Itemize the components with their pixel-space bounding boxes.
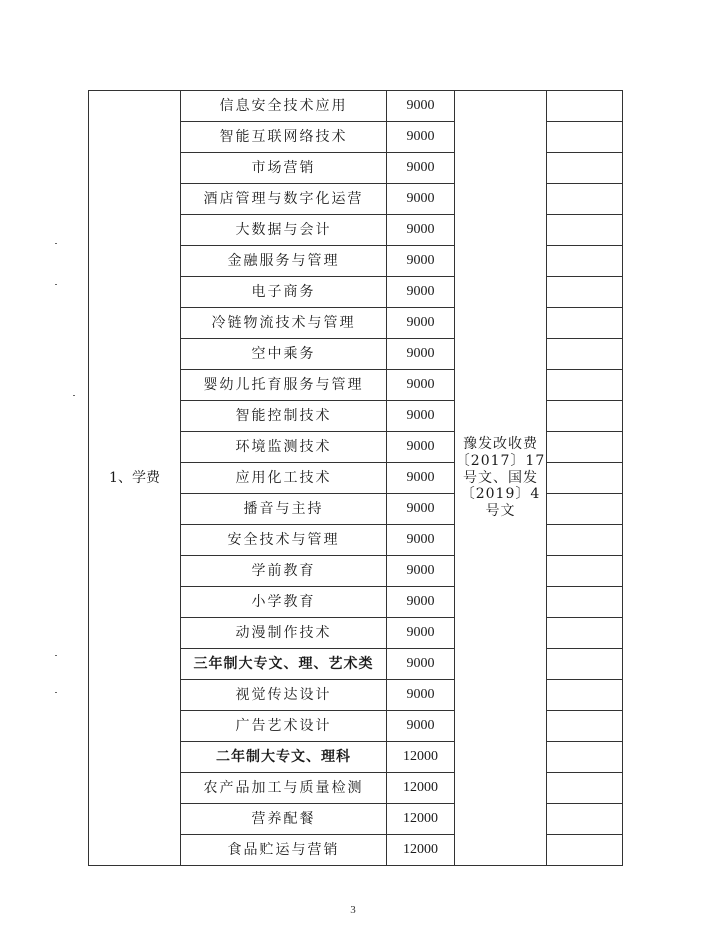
blank-cell bbox=[547, 463, 623, 494]
fee-value: 9000 bbox=[387, 525, 455, 556]
blank-cell bbox=[547, 742, 623, 773]
fee-value: 9000 bbox=[387, 246, 455, 277]
blank-cell bbox=[547, 556, 623, 587]
blank-cell bbox=[547, 401, 623, 432]
major-name: 电子商务 bbox=[181, 277, 387, 308]
blank-cell bbox=[547, 246, 623, 277]
major-name: 市场营销 bbox=[181, 153, 387, 184]
margin-mark bbox=[73, 395, 75, 396]
basis-line: 〔2017〕17 bbox=[455, 452, 546, 469]
major-name: 三年制大专文、理、艺术类 bbox=[181, 649, 387, 680]
category-cell: 1、学费 bbox=[89, 91, 181, 866]
blank-cell bbox=[547, 91, 623, 122]
fee-value: 12000 bbox=[387, 835, 455, 866]
fee-value: 9000 bbox=[387, 680, 455, 711]
blank-cell bbox=[547, 525, 623, 556]
fee-value: 9000 bbox=[387, 649, 455, 680]
fee-value: 9000 bbox=[387, 308, 455, 339]
fee-value: 9000 bbox=[387, 711, 455, 742]
fee-value: 9000 bbox=[387, 277, 455, 308]
fee-value: 9000 bbox=[387, 153, 455, 184]
major-name: 环境监测技术 bbox=[181, 432, 387, 463]
blank-cell bbox=[547, 339, 623, 370]
blank-cell bbox=[547, 711, 623, 742]
major-name: 婴幼儿托育服务与管理 bbox=[181, 370, 387, 401]
fee-value: 9000 bbox=[387, 370, 455, 401]
blank-cell bbox=[547, 370, 623, 401]
margin-mark bbox=[55, 692, 57, 693]
major-name: 智能控制技术 bbox=[181, 401, 387, 432]
fee-value: 9000 bbox=[387, 91, 455, 122]
blank-cell bbox=[547, 215, 623, 246]
basis-line: 号文 bbox=[485, 503, 516, 520]
margin-mark bbox=[55, 243, 57, 244]
major-name: 智能互联网络技术 bbox=[181, 122, 387, 153]
fee-value: 9000 bbox=[387, 215, 455, 246]
major-name: 广告艺术设计 bbox=[181, 711, 387, 742]
fee-value: 9000 bbox=[387, 587, 455, 618]
table-row bbox=[89, 91, 623, 122]
fee-value: 12000 bbox=[387, 742, 455, 773]
fee-value: 9000 bbox=[387, 556, 455, 587]
blank-cell bbox=[547, 308, 623, 339]
major-name: 学前教育 bbox=[181, 556, 387, 587]
basis-cell bbox=[455, 91, 547, 866]
major-name: 食品贮运与营销 bbox=[181, 835, 387, 866]
major-name: 二年制大专文、理科 bbox=[181, 742, 387, 773]
major-name: 播音与主持 bbox=[181, 494, 387, 525]
major-name: 大数据与会计 bbox=[181, 215, 387, 246]
blank-cell bbox=[547, 153, 623, 184]
major-name: 安全技术与管理 bbox=[181, 525, 387, 556]
blank-cell bbox=[547, 618, 623, 649]
blank-cell bbox=[547, 804, 623, 835]
fee-value: 9000 bbox=[387, 463, 455, 494]
fee-table bbox=[88, 90, 623, 866]
fee-value: 9000 bbox=[387, 339, 455, 370]
fee-value: 9000 bbox=[387, 401, 455, 432]
major-name: 空中乘务 bbox=[181, 339, 387, 370]
basis-line: 〔2019〕4 bbox=[460, 486, 541, 503]
blank-cell bbox=[547, 835, 623, 866]
major-name: 冷链物流技术与管理 bbox=[181, 308, 387, 339]
blank-cell bbox=[547, 494, 623, 525]
fee-value: 12000 bbox=[387, 804, 455, 835]
blank-cell bbox=[547, 773, 623, 804]
major-name: 酒店管理与数字化运营 bbox=[181, 184, 387, 215]
major-name: 金融服务与管理 bbox=[181, 246, 387, 277]
blank-cell bbox=[547, 122, 623, 153]
major-name: 应用化工技术 bbox=[181, 463, 387, 494]
major-name: 小学教育 bbox=[181, 587, 387, 618]
fee-value: 9000 bbox=[387, 618, 455, 649]
margin-mark bbox=[55, 655, 57, 656]
fee-value: 12000 bbox=[387, 773, 455, 804]
page-number: 3 bbox=[350, 904, 356, 916]
blank-cell bbox=[547, 432, 623, 463]
basis-line: 号文、国发 bbox=[463, 469, 538, 486]
blank-cell bbox=[547, 680, 623, 711]
margin-mark bbox=[55, 284, 57, 285]
fee-value: 9000 bbox=[387, 122, 455, 153]
fee-value: 9000 bbox=[387, 494, 455, 525]
basis-line: 豫发改收费 bbox=[463, 436, 538, 452]
fee-value: 9000 bbox=[387, 432, 455, 463]
major-name: 农产品加工与质量检测 bbox=[181, 773, 387, 804]
major-name: 视觉传达设计 bbox=[181, 680, 387, 711]
blank-cell bbox=[547, 587, 623, 618]
blank-cell bbox=[547, 277, 623, 308]
blank-cell bbox=[547, 184, 623, 215]
major-name: 营养配餐 bbox=[181, 804, 387, 835]
fee-value: 9000 bbox=[387, 184, 455, 215]
blank-cell bbox=[547, 649, 623, 680]
major-name: 信息安全技术应用 bbox=[181, 91, 387, 122]
major-name: 动漫制作技术 bbox=[181, 618, 387, 649]
